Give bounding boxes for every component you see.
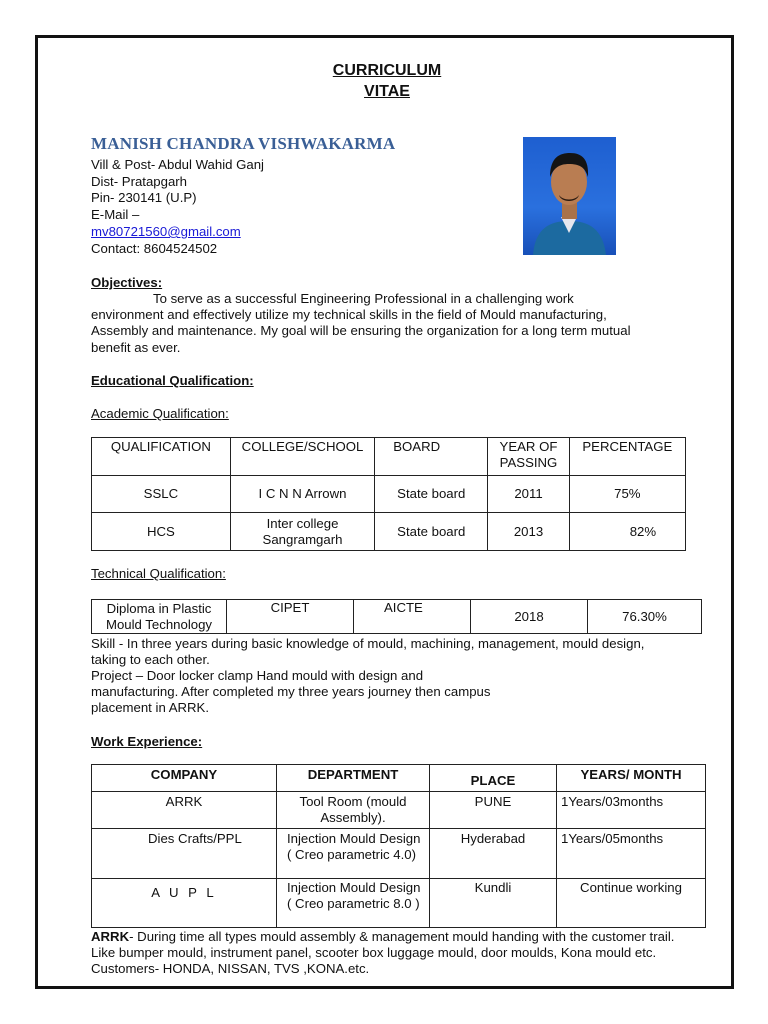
cell-years: 1Years/03months	[557, 792, 706, 829]
cell-company: ARRK	[92, 792, 277, 829]
cell-place: Hyderabad	[430, 829, 557, 879]
candidate-name: MANISH CHANDRA VISHWAKARMA	[91, 134, 396, 153]
academic-label: Academic Qualification:	[91, 406, 229, 421]
contact-number: Contact: 8604524502	[91, 241, 218, 256]
cell-company: A U P L	[92, 879, 277, 928]
table-row	[92, 476, 686, 513]
cell-department: Tool Room (mould Assembly).	[277, 792, 430, 829]
table-row	[92, 513, 686, 551]
objectives-line-3: Assembly and maintenance. My goal will be ensuring the organization for a long term mutual	[91, 323, 631, 338]
email-label: E-Mail –	[91, 207, 140, 222]
work-note-line-3: Customers- HONDA, NISSAN, TVS ,KONA.etc.	[91, 961, 370, 976]
work-note-line-2: Like bumper mould, instrument panel, scooter box luggage mould, door moulds, Kona mould etc.	[91, 945, 657, 960]
col-qualification: QUALIFICATION	[92, 438, 231, 476]
col-years: YEARS/ MONTH	[557, 765, 706, 792]
technical-label: Technical Qualification:	[91, 566, 226, 581]
cell-percentage: 82%	[569, 513, 685, 551]
work-note-company: ARRK	[91, 929, 130, 944]
work-table	[91, 764, 706, 928]
cell-year: 2013	[488, 513, 569, 551]
cell-place: Kundli	[430, 879, 557, 928]
title-line-2: VITAE	[364, 83, 410, 100]
cell-college: I C N N Arrown	[230, 476, 374, 513]
address-line-2: Dist- Pratapgarh	[91, 174, 188, 189]
col-college: COLLEGE/SCHOOL	[230, 438, 374, 476]
work-note-line-1	[91, 929, 721, 945]
academic-table	[91, 437, 686, 551]
col-year: YEAR OF PASSING	[488, 438, 569, 476]
academic-header-row	[92, 438, 686, 476]
col-department: DEPARTMENT	[277, 765, 430, 792]
person-portrait-icon	[523, 137, 616, 255]
cell-board: State board	[375, 513, 488, 551]
cell-place: PUNE	[430, 792, 557, 829]
cell-board: State board	[375, 476, 488, 513]
cell-department: Injection Mould Design ( Creo parametric 4.0)	[277, 829, 430, 879]
col-place: PLACE	[430, 765, 557, 792]
col-board: BOARD	[375, 438, 488, 476]
cell-course: Diploma in Plastic Mould Technology	[92, 600, 227, 634]
cell-year: 2018	[471, 600, 588, 634]
cell-college: Inter college Sangramgarh	[230, 513, 374, 551]
cell-board: AICTE	[354, 600, 471, 634]
project-line-3: placement in ARRK.	[91, 700, 210, 715]
pin-code: Pin- 230141 (U.P)	[91, 190, 197, 205]
col-percentage: PERCENTAGE	[569, 438, 685, 476]
cell-percentage: 75%	[569, 476, 685, 513]
table-row	[92, 879, 706, 928]
project-line-2: manufacturing. After completed my three years journey then campus	[91, 684, 491, 699]
title-line-1: CURRICULUM	[332, 62, 442, 79]
col-company: COMPANY	[92, 765, 277, 792]
cell-years: Continue working	[557, 879, 706, 928]
cell-department: Injection Mould Design ( Creo parametric 8.0 )	[277, 879, 430, 928]
technical-table	[91, 599, 702, 634]
cell-qualification: SSLC	[92, 476, 231, 513]
profile-photo	[523, 137, 616, 255]
project-line-1: Project – Door locker clamp Hand mould with design and	[91, 668, 424, 683]
objectives-line-2: environment and effectively utilize my technical skills in the field of Mould manufacturing,	[91, 307, 607, 322]
work-note-text: - During time all types mould assembly & management mould handing with the customer trail.	[129, 929, 675, 944]
cell-percentage: 76.30%	[588, 600, 702, 634]
table-row	[92, 829, 706, 879]
cell-year: 2011	[488, 476, 569, 513]
work-header-row	[92, 765, 706, 792]
education-heading: Educational Qualification:	[91, 373, 254, 388]
cell-years: 1Years/05months	[557, 829, 706, 879]
objectives-line-4: benefit as ever.	[91, 340, 181, 355]
cell-qualification: HCS	[92, 513, 231, 551]
email-link[interactable]: mv80721560@gmail.com	[91, 224, 241, 239]
cell-institute: CIPET	[227, 600, 354, 634]
table-row	[92, 600, 702, 634]
skill-line-1: Skill - In three years during basic knowledge of mould, machining, management, mould design,	[91, 636, 645, 651]
objectives-line-1: To serve as a successful Engineering Professional in a challenging work	[153, 291, 574, 306]
cell-company: Dies Crafts/PPL	[92, 829, 277, 879]
skill-line-2: taking to each other.	[91, 652, 210, 667]
work-heading: Work Experience:	[91, 734, 203, 749]
objectives-heading: Objectives:	[91, 275, 163, 290]
table-row	[92, 792, 706, 829]
address-line-1: Vill & Post- Abdul Wahid Ganj	[91, 157, 264, 172]
